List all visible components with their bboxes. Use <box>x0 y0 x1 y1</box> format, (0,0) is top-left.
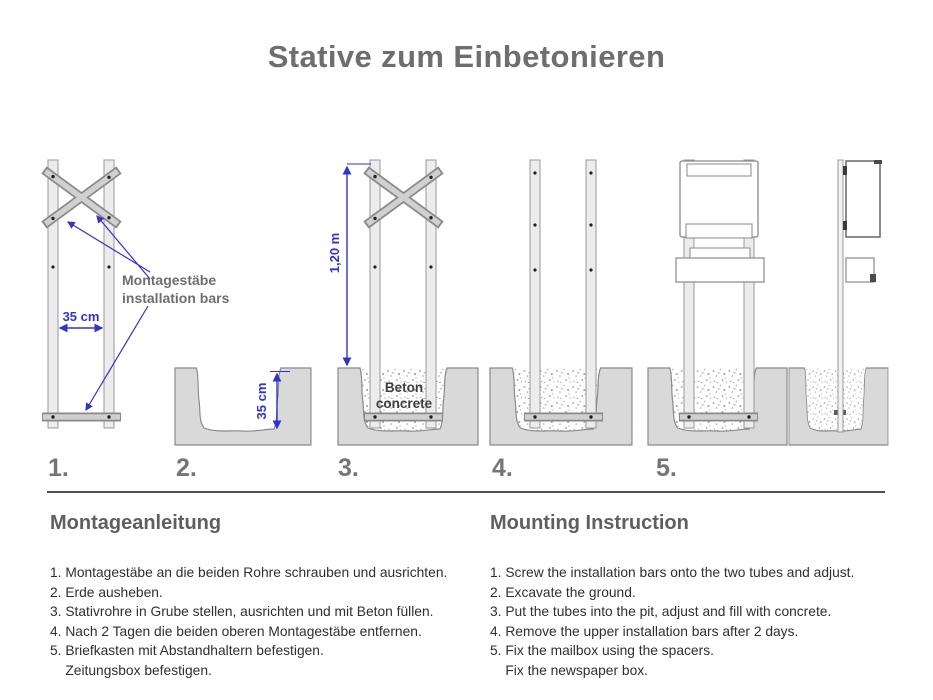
concrete-fill <box>805 367 867 431</box>
instruction-line: 3. Put the tubes into the pit, adjust and fill with concrete. <box>490 604 832 619</box>
step-5-side-view <box>789 160 888 445</box>
english-heading: Mounting Instruction <box>490 512 689 534</box>
step-5-front-view <box>648 160 787 482</box>
depth-dimension-label: 35 cm <box>254 382 269 420</box>
step-number-5: 5. <box>656 454 677 482</box>
step-number-4: 4. <box>492 454 513 482</box>
page-title: Stative zum Einbetonieren <box>267 39 666 74</box>
right-tube <box>104 160 114 428</box>
mailbox-side-top-tab <box>874 160 882 164</box>
mailbox-spacer-upper <box>843 166 847 175</box>
left-tube <box>530 160 540 428</box>
right-tube <box>426 160 436 428</box>
instruction-line: 3. Stativrohre in Grube stellen, ausrichten und mit Beton füllen. <box>50 604 434 619</box>
mailbox-side <box>846 161 880 237</box>
step-number-2: 2. <box>176 454 197 482</box>
newspaper-box-side <box>846 258 874 282</box>
bars-label-de: Montagestäbe <box>122 272 217 288</box>
height-dimension <box>327 164 371 365</box>
instruction-line: 4. Remove the upper installation bars after 2 days. <box>490 623 799 639</box>
tube-holes <box>51 265 110 418</box>
bars-label-en: installation bars <box>122 290 230 306</box>
concrete-label-en: concrete <box>375 396 433 411</box>
english-instructions <box>490 563 920 680</box>
instruction-line: 2. Excavate the ground. <box>490 584 636 600</box>
mailbox-flap <box>687 164 751 176</box>
newspaper-box-tab <box>870 274 876 282</box>
instruction-line: 2. Erde ausheben. <box>50 584 163 600</box>
mailbox-spacer-lower <box>843 221 847 230</box>
right-tube <box>586 160 596 428</box>
instruction-line: Zeitungsbox befestigen. <box>50 662 212 678</box>
width-dimension <box>60 309 102 328</box>
step-number-1: 1. <box>48 454 69 482</box>
instruction-line: 4. Nach 2 Tagen die beiden oberen Montagestäbe entfernen. <box>50 623 422 639</box>
instruction-line: 5. Briefkasten mit Abstandhaltern befestigen. <box>50 643 324 658</box>
step-3-diagram <box>327 160 478 482</box>
section-english <box>490 512 920 680</box>
mailbox-bottom-strip <box>686 224 752 238</box>
concrete-fill <box>670 367 756 431</box>
newspaper-box-front <box>676 258 764 282</box>
instruction-line: Fix the newspaper box. <box>490 662 648 678</box>
step-number-3: 3. <box>338 454 359 482</box>
height-dimension-label: 1,20 m <box>327 232 342 274</box>
step-4-diagram <box>490 160 632 482</box>
instruction-line: 5. Fix the mailbox using the spacers. <box>490 643 714 658</box>
concrete-label-de: Beton <box>384 380 424 395</box>
left-tube <box>370 160 380 428</box>
divider-line <box>47 491 885 493</box>
left-tube <box>48 160 58 428</box>
step-2-diagram <box>175 367 311 482</box>
instruction-line: 1. Screw the installation bars onto the two tubes and adjust. <box>490 565 855 580</box>
width-dimension-label: 35 cm <box>62 309 100 324</box>
german-instructions <box>50 563 480 680</box>
post-side <box>838 160 843 432</box>
spacer-crossbar <box>690 248 750 259</box>
german-heading: Montageanleitung <box>50 512 222 534</box>
section-german <box>50 512 480 680</box>
instruction-line: 1. Montagestäbe an die beiden Rohre schrauben und ausrichten. <box>50 565 448 580</box>
